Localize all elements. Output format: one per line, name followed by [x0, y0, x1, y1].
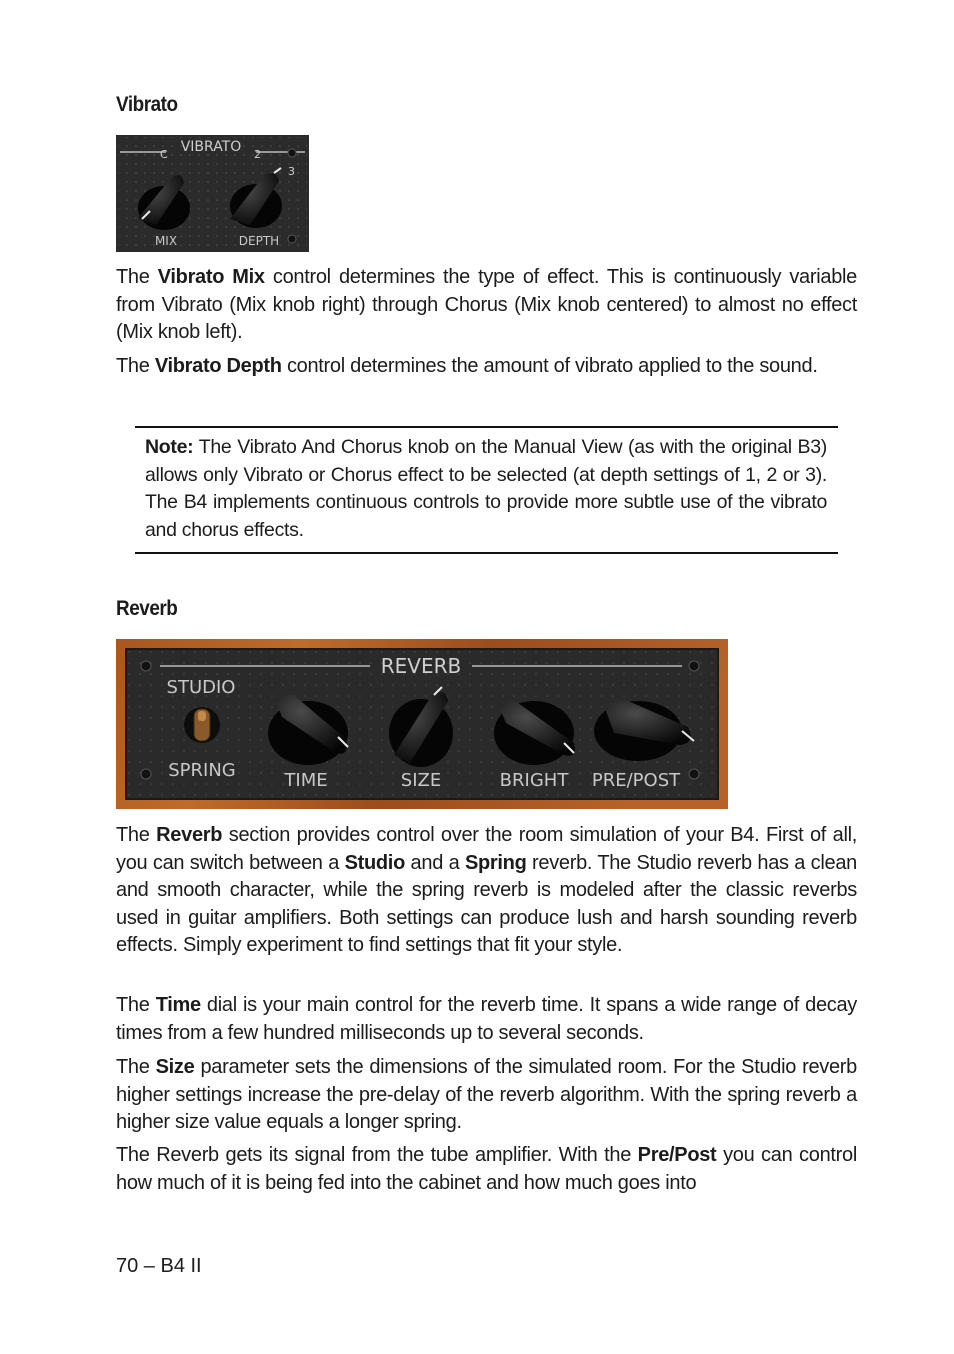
time-label: TIME	[284, 770, 328, 791]
reverb-title-label: REVERB	[380, 654, 462, 678]
vibrato-depth-paragraph: The Vibrato Depth control determines the amount of vibrato applied to the sound.	[116, 355, 818, 377]
spring-label: SPRING	[168, 760, 236, 781]
reverb-time-paragraph: The Time dial is your main control for the reverb time. It spans a wide range of decay times from a few hundred milliseconds up to several seconds.	[116, 994, 857, 1044]
pre-post-label: PRE/POST	[591, 770, 681, 791]
studio-spring-switch[interactable]	[184, 707, 220, 743]
reverb-heading: Reverb	[116, 597, 178, 620]
vibrato-mark-2: 2	[254, 148, 261, 161]
vibrato-mix-paragraph: The Vibrato Mix control determines the type of effect. This is continuously variable from Vibrato (Mix knob right) through Chorus (Mix knob centered) to almost no effect (Mix knob left).	[116, 266, 857, 343]
studio-label: STUDIO	[166, 677, 236, 698]
vibrato-mark-3: 3	[288, 165, 295, 178]
vibrato-title-label: VIBRATO	[180, 139, 242, 155]
vibrato-panel	[116, 135, 309, 252]
page-footer: 70 – B4 II	[116, 1255, 202, 1277]
bright-label: BRIGHT	[499, 770, 569, 791]
note-label: Note:	[145, 436, 194, 458]
size-label: SIZE	[400, 770, 442, 791]
reverb-prepost-paragraph: The Reverb gets its signal from the tube amplifier. With the Pre/Post you can control how much of it is being fed into the cabinet and how much goes into	[116, 1144, 857, 1194]
vibrato-heading: Vibrato	[116, 93, 178, 116]
reverb-size-paragraph: The Size parameter sets the dimensions of the simulated room. For the Studio reverb higher settings increase the pre-delay of the reverb algorithm. With the spring reverb a higher size value equals a longer spring.	[116, 1056, 857, 1133]
vibrato-mark-c: C	[160, 148, 168, 161]
vibrato-mix-label: MIX	[154, 234, 178, 248]
note-text: Note: The Vibrato And Chorus knob on the Manual View (as with the original B3) allows only Vibrato or Chorus effect to be selected (at depth settings of 1, 2 or 3). The B4 implements continuous controls to provide more subtle use of the vibrato and chorus effects.	[145, 436, 827, 541]
vibrato-depth-label: DEPTH	[238, 234, 280, 248]
note-box	[135, 426, 838, 554]
reverb-intro-paragraph: The Reverb section provides control over the room simulation of your B4. First of all, you can switch between a Studio and a Spring reverb. The Studio reverb has a clean and smooth character, while the spring reverb is modeled after the classic reverbs used in guitar amplifiers. Both settings can produce lush and harsh sounding reverb effects. Simply experiment to find settings that fit your style.	[116, 824, 857, 956]
reverb-panel	[116, 639, 728, 809]
